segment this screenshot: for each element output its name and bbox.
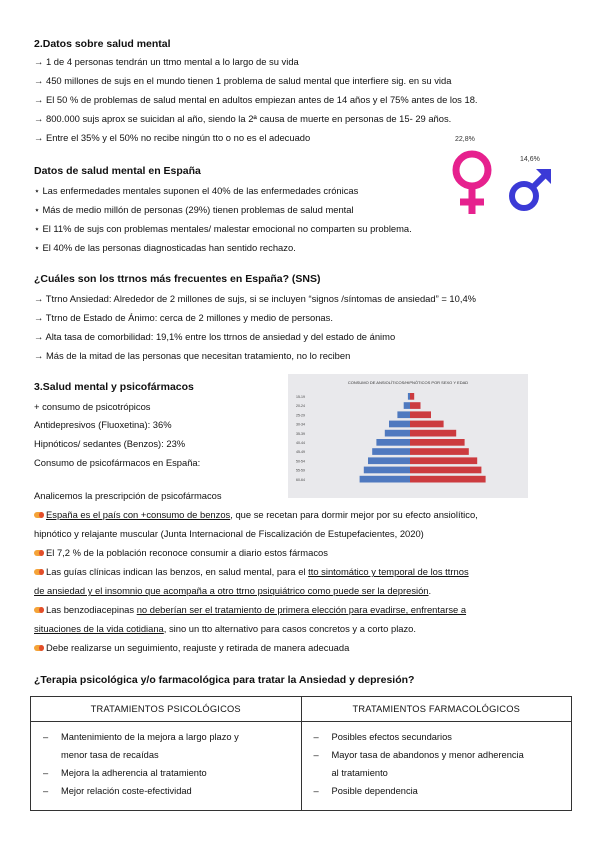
bar-hombres — [404, 402, 410, 409]
bar-hombres — [376, 439, 410, 446]
category-label: 15-19 — [296, 395, 305, 399]
list-item: – Mayor tasa de abandonos y menor adherencia al tratamiento — [332, 746, 564, 782]
section2-bullet: → El 50 % de problemas de salud mental en adultos empiezan antes de 14 años y el 75% antes de los 18. — [34, 94, 478, 105]
category-label: 25-29 — [296, 413, 305, 418]
prescription-text: , sino un tto alternativo para casos concretos y a corto plazo. — [163, 623, 416, 634]
spain-bullet: ⋆ El 40% de las personas diagnosticadas han sentido rechazo. — [34, 242, 296, 253]
bar-hombres — [368, 457, 410, 464]
bar-hombres — [385, 430, 410, 437]
pyramid-chart-svg — [288, 374, 528, 498]
category-label: 45-49 — [296, 450, 305, 455]
category-label: 35-39 — [296, 431, 305, 436]
frequent-title: ¿Cuáles son los ttrnos más frecuentes en España? (SNS) — [34, 273, 321, 285]
bar-mujeres — [410, 448, 469, 455]
prescription-text: , que se recetan para dormir mejor por su efecto ansiolítico, — [230, 509, 478, 520]
pill-icon — [34, 606, 44, 614]
section3-line: + consumo de psicotrópicos — [34, 401, 151, 412]
bar-hombres — [408, 393, 410, 400]
bar-hombres — [389, 421, 410, 428]
list-item: – Posible dependencia — [332, 782, 564, 800]
male-percentage: 14,6% — [520, 156, 540, 163]
pill-icon — [34, 644, 44, 652]
chart-title: CONSUMO DE ANSIOLÍTICOS/HIPNÓTICOS POR SEXO Y EDAD — [347, 380, 469, 385]
section2-title: 2.Datos sobre salud mental — [34, 38, 171, 50]
section2-bullet: → 1 de 4 personas tendrán un ttmo mental a lo largo de su vida — [34, 56, 299, 67]
prescription-line-5 — [34, 642, 349, 654]
section3-line: Consumo de psicofármacos en España: — [34, 457, 201, 468]
frequent-bullet: → Más de la mitad de las personas que necesitan tratamiento, no lo reciben — [34, 350, 351, 361]
category-label: 30-34 — [296, 422, 305, 427]
list-item: – Mejora la adherencia al tratamiento — [61, 764, 293, 782]
prescription-line-3b — [34, 585, 431, 597]
prescription-text: Las guías clínicas indican las benzos, en salud mental, para el — [46, 566, 309, 577]
prescription-underlined: tto sintomático y temporal de los ttrnos — [308, 566, 469, 577]
pill-icon — [34, 511, 44, 519]
frequent-bullet: → Alta tasa de comorbilidad: 19,1% entre los ttrnos de ansiedad y del estado de ánimo — [34, 331, 396, 342]
list-item: – Mejor relación coste-efectividad — [61, 782, 293, 800]
spain-title: Datos de salud mental en España — [34, 165, 201, 177]
category-label: 55-59 — [296, 468, 305, 473]
prescription-line-4b — [34, 623, 416, 635]
bar-hombres — [372, 448, 410, 455]
list-item: – Posibles efectos secundarios — [332, 728, 564, 746]
frequent-bullet: → Ttrno de Estado de Ánimo: cerca de 2 millones y medio de personas. — [34, 312, 333, 323]
section3-line: Antidepresivos (Fluoxetina): 36% — [34, 419, 172, 430]
spain-benzos-claim: España es el país con +consumo de benzos — [46, 509, 231, 520]
prescription-line-1b: hipnótico y relajante muscular (Junta Internacional de Fiscalización de Estupefacientes, 2020) — [34, 528, 424, 539]
spain-bullet: ⋆ El 11% de sujs con problemas mentales/ malestar emocional no comparten su problema. — [34, 223, 412, 234]
spain-bullet: ⋆ Más de medio millón de personas (29%) tienen problemas de salud mental — [34, 204, 354, 215]
prescription-intro: Analicemos la prescripción de psicofármacos — [34, 490, 222, 501]
prescription-line-2 — [34, 547, 328, 559]
bar-hombres — [397, 411, 410, 418]
female-percentage: 22,8% — [455, 136, 475, 143]
section3-line: Hipnóticos/ sedantes (Benzos): 23% — [34, 438, 186, 449]
bar-mujeres — [410, 457, 477, 464]
bar-mujeres — [410, 430, 456, 437]
bar-mujeres — [410, 402, 421, 409]
prescription-underlined: situaciones de la vida cotidiana — [34, 623, 164, 634]
prescription-text: . — [428, 585, 432, 596]
list-item: – Mantenimiento de la mejora a largo plazo y menor tasa de recaídas — [61, 728, 293, 764]
prescription-line-1 — [34, 509, 478, 521]
table-header-psych: TRATAMIENTOS PSICOLÓGICOS — [31, 697, 302, 722]
bar-hombres — [360, 476, 410, 483]
female-symbol-icon — [444, 148, 500, 218]
category-label: 60-64 — [296, 477, 305, 482]
pharma-cell — [301, 722, 572, 811]
pill-icon — [34, 568, 44, 576]
bar-mujeres — [410, 421, 444, 428]
bar-mujeres — [410, 467, 481, 474]
pill-icon — [34, 549, 44, 557]
category-label: 20-24 — [296, 404, 305, 409]
spain-bullet: ⋆ Las enfermedades mentales suponen el 40% de las enfermedades crónicas — [34, 185, 359, 196]
therapy-title: ¿Terapia psicológica y/o farmacológica para tratar la Ansiedad y depresión? — [34, 674, 415, 686]
section3-title: 3.Salud mental y psicofármacos — [34, 381, 194, 393]
prescription-underlined: de ansiedad y el insomnio que acompaña a otro ttrno psiquiátrico como puede ser la depresión — [34, 585, 429, 596]
prescription-line-4 — [34, 604, 466, 616]
bar-mujeres — [410, 476, 486, 483]
prescription-text: Debe realizarse un seguimiento, reajuste y retirada de manera adecuada — [46, 642, 350, 653]
category-label: 40-44 — [296, 441, 305, 445]
section2-bullet: → Entre el 35% y el 50% no recibe ningún tto o no es el adecuado — [34, 132, 311, 143]
bar-mujeres — [410, 439, 465, 446]
psychotropic-consumption-chart — [288, 374, 528, 498]
prescription-underlined: no deberían ser el tratamiento de primera elección para evadirse, enfrentarse a — [136, 604, 467, 615]
bar-mujeres — [410, 411, 431, 418]
category-label: 50-54 — [296, 459, 305, 464]
bar-mujeres — [410, 393, 414, 400]
prescription-text: El 7,2 % de la población reconoce consumir a diario estos fármacos — [46, 547, 328, 558]
male-symbol-icon — [506, 164, 554, 216]
table-header-pharma: TRATAMIENTOS FARMACOLÓGICOS — [301, 697, 572, 722]
prescription-line-3 — [34, 566, 469, 578]
psych-cell — [31, 722, 302, 811]
section2-bullet: → 450 millones de sujs en el mundo tienen 1 problema de salud mental que interfiere sig. en su vida — [34, 75, 452, 86]
therapy-comparison-table — [30, 696, 572, 811]
prescription-text: Las benzodiacepinas — [46, 604, 137, 615]
frequent-bullet: → Ttrno Ansiedad: Alrededor de 2 millones de sujs, si se incluyen “signos /síntomas de ansiedad” = 10,4% — [34, 293, 477, 304]
bar-hombres — [364, 467, 410, 474]
section2-bullet: → 800.000 sujs aprox se suicidan al año, siendo la 2ª causa de muerte en personas de 15- 29 años. — [34, 113, 452, 124]
